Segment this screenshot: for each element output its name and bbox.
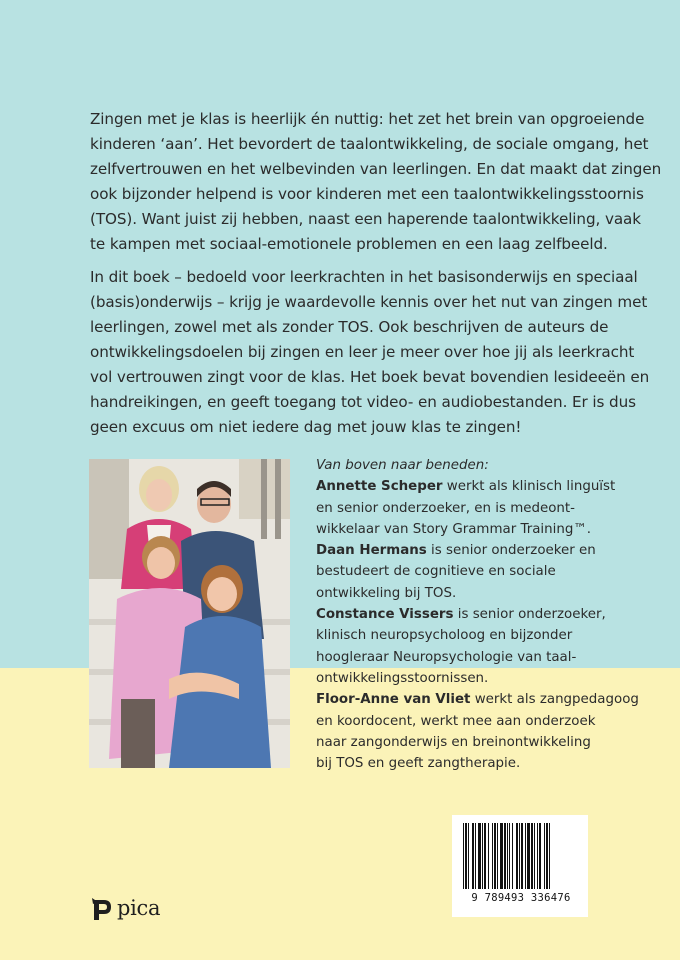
author-line: wikkelaar van Story Grammar Training™. <box>316 521 591 537</box>
barcode <box>452 815 588 917</box>
author-text: is senior onderzoeker, <box>453 607 606 623</box>
paragraph-line: ontwikkelingsdoelen bij zingen en leer je meer over hoe jij als leerkracht <box>90 343 635 361</box>
paragraph-line: te kampen met sociaal-emotionele problemen en een laag zelfbeeld. <box>90 235 608 253</box>
author-text: is senior onderzoeker en <box>426 543 596 559</box>
paragraph-line: kinderen ‘aan’. Het bevordert de taalontwikkeling, de sociale omgang, het <box>90 135 649 153</box>
paragraph-line: In dit boek – bedoeld voor leerkrachten in het basisonderwijs en speciaal <box>90 268 638 286</box>
author-line <box>316 476 636 497</box>
paragraph-line: ook bijzonder helpend is voor kinderen met een taalontwikkelingsstoornis <box>90 185 644 203</box>
author-text: werkt als klinisch linguïst <box>442 479 616 495</box>
author-line <box>316 689 639 710</box>
paragraph-line: geen excuus om niet iedere dag met jouw klas te zingen! <box>90 418 522 436</box>
description-paragraph-1 <box>90 107 662 257</box>
author-line <box>316 604 636 625</box>
author-name: Annette Scheper <box>316 479 443 495</box>
isbn-number: 9 789493 336476 <box>471 892 571 904</box>
author-line: klinisch neuropsycholoog en bijzonder <box>316 628 573 644</box>
paragraph-line: (basis)onderwijs – krijg je waardevolle kennis over het nut van zingen met <box>90 293 648 311</box>
author-line: naar zangonderwijs en breinontwikkeling <box>316 734 591 750</box>
author-name: Constance Vissers <box>316 607 454 623</box>
paragraph-line: Zingen met je klas is heerlijk én nuttig: het zet het brein van opgroeiende <box>90 110 645 128</box>
author-line: bestudeert de cognitieve en sociale <box>316 564 556 580</box>
author-line <box>316 540 636 561</box>
authors-photo <box>89 459 290 768</box>
author-text: werkt als zangpedagoog <box>470 692 639 708</box>
paragraph-line: vol vertrouwen zingt voor de klas. Het boek bevat bovendien lesideeën en <box>90 368 650 386</box>
paragraph-line: leerlingen, zowel met als zonder TOS. Ook beschrijven de auteurs de <box>90 318 609 336</box>
pica-bird-icon <box>90 896 114 922</box>
authors-caption <box>316 455 639 774</box>
paragraph-line: (TOS). Want juist zij hebben, naast een haperende taalontwikkeling, vaak <box>90 210 641 228</box>
paragraph-line: handreikingen, en geeft toegang tot video- en audiobestanden. Er is dus <box>90 393 636 411</box>
barcode-bars <box>461 823 579 889</box>
publisher-name: pica <box>117 896 161 920</box>
author-line: en koordocent, werkt mee aan onderzoek <box>316 713 596 729</box>
author-line: en senior onderzoeker, en is medeont- <box>316 500 575 516</box>
author-line: ontwikkeling bij TOS. <box>316 585 457 601</box>
author-line: ontwikkelingsstoornissen. <box>316 670 489 686</box>
author-line: bij TOS en geeft zangtherapie. <box>316 756 521 772</box>
author-line: hoogleraar Neuropsychologie van taal- <box>316 649 577 665</box>
description-paragraph-2 <box>90 265 650 440</box>
caption-intro: Van boven naar beneden: <box>316 458 489 473</box>
author-name: Floor-Anne van Vliet <box>316 692 471 708</box>
author-name: Daan Hermans <box>316 543 427 559</box>
paragraph-line: zelfvertrouwen en het welbevinden van leerlingen. En dat maakt dat zingen <box>90 160 662 178</box>
